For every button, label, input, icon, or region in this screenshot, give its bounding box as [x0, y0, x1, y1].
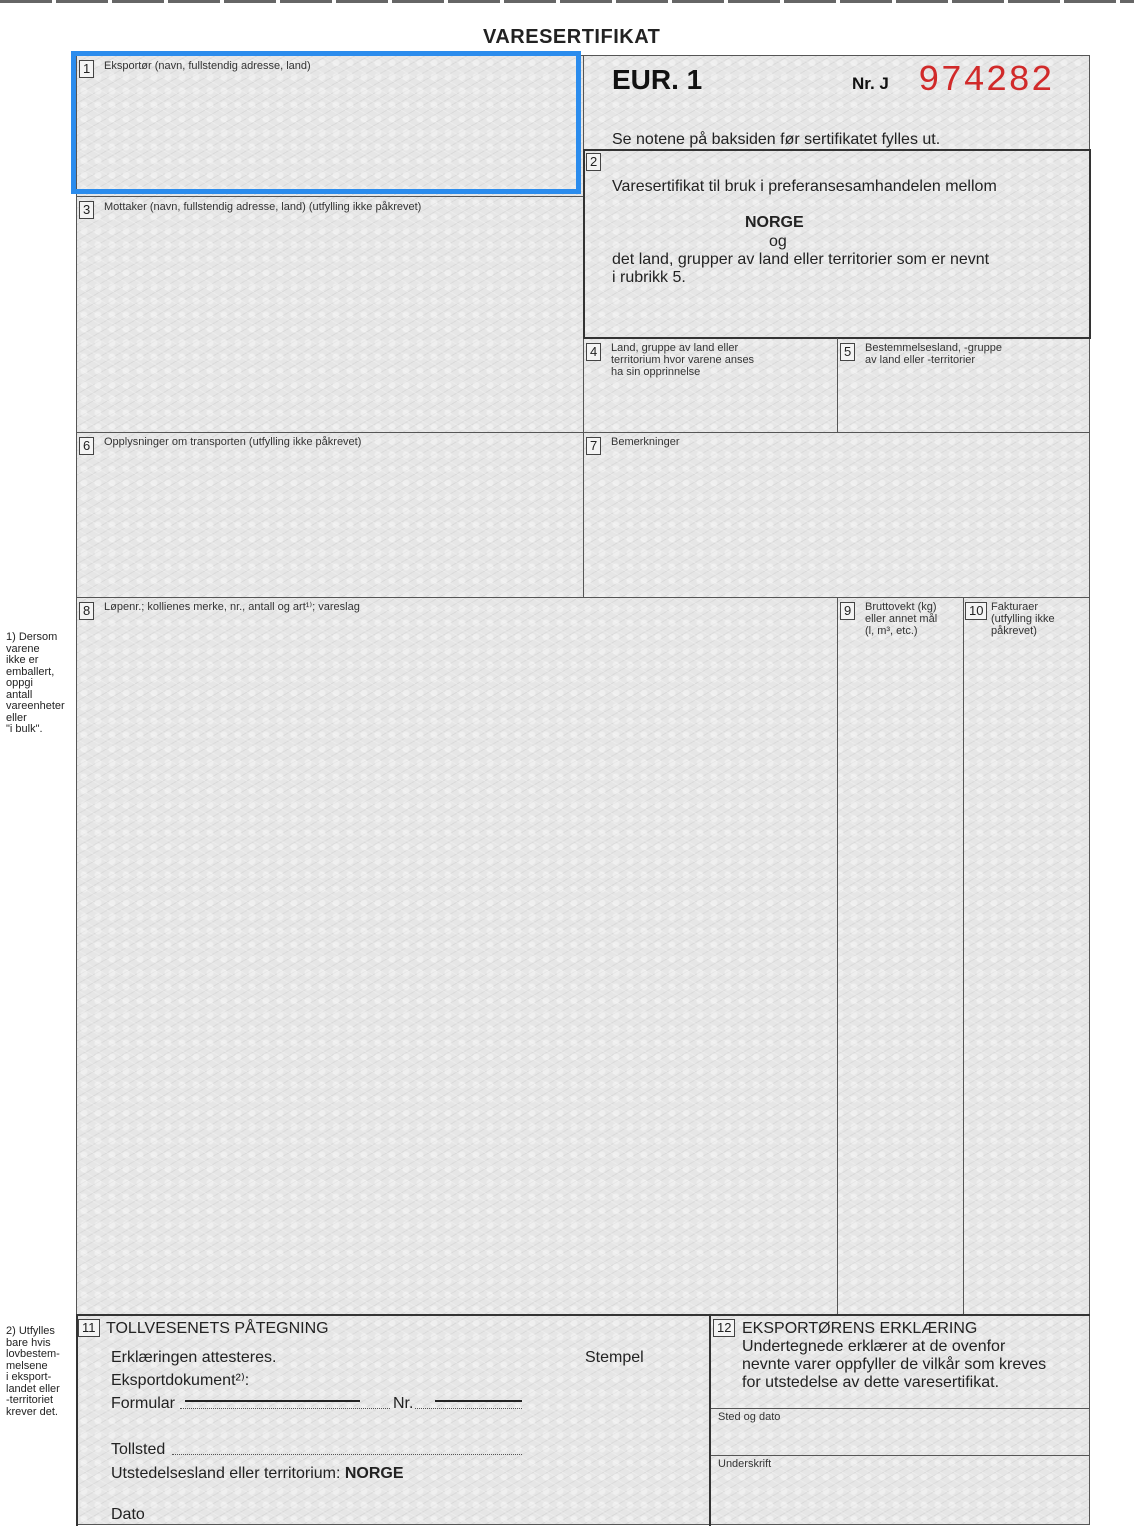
box11-dato-label: Dato — [111, 1506, 145, 1523]
serial-number: 974282 — [918, 60, 1054, 101]
box3-label: Mottaker (navn, fullstendig adresse, land) (utfylling ikke påkrevet) — [104, 201, 422, 213]
divider-box1-box3 — [76, 196, 583, 197]
note-back: Se notene på baksiden før sertifikatet fylles ut. — [612, 131, 941, 148]
box11-formular-label: Formular — [111, 1395, 176, 1412]
divider-row-6 — [76, 432, 1090, 433]
box8-label: Løpenr.; kollienes merke, nr., antall og art¹⁾; vareslag — [104, 601, 360, 613]
box2-right-border — [1089, 149, 1091, 339]
box2-line3: det land, grupper av land eller territorier som er nevnt — [612, 251, 990, 268]
box10-number: 10 — [965, 602, 987, 620]
divider-row-11 — [76, 1314, 1090, 1316]
box5-label-1: Bestemmelsesland, -gruppe — [865, 342, 1002, 354]
serial-label: Nr. J — [852, 74, 889, 93]
divider-sted-og-dato — [711, 1408, 1090, 1409]
footnote-1: 1) Dersom varene ikke er emballert, oppgi antall vareenheter eller "i bulk". — [6, 631, 65, 735]
box8-number: 8 — [79, 602, 94, 620]
box2-top-border — [583, 149, 1090, 151]
box6-label: Opplysninger om transporten (utfylling ikke påkrevet) — [104, 436, 362, 448]
box1-label: Eksportør (navn, fullstendig adresse, land) — [104, 60, 311, 72]
top-edge — [0, 0, 1134, 3]
box11-issuing-country: Utstedelsesland eller territorium: NORGE — [111, 1465, 404, 1482]
divider-box11-box12 — [709, 1314, 711, 1526]
box12-declaration-1: Undertegnede erklærer at de ovenfor — [742, 1338, 1006, 1355]
divider-box9 — [837, 597, 838, 1315]
form-title: VARESERTIFIKAT — [483, 26, 661, 48]
box12-declaration-2: nevnte varer oppfyller de vilkår som kreves — [742, 1356, 1047, 1373]
box6-number: 6 — [79, 437, 94, 455]
box4-number: 4 — [586, 343, 601, 361]
box11-tollsted-label: Tollsted — [111, 1441, 166, 1458]
box5-number: 5 — [840, 343, 855, 361]
box10-invoices-field[interactable] — [966, 642, 1086, 1310]
box6-transport-field[interactable] — [78, 456, 578, 593]
box4-label-2: territorium hvor varene anses — [611, 354, 755, 366]
box11-attest: Erklæringen attesteres. — [111, 1349, 277, 1366]
nr-field[interactable] — [415, 1388, 522, 1410]
box8-goods-field[interactable] — [78, 620, 833, 1310]
divider-box4-box5 — [837, 338, 838, 433]
box7-label: Bemerkninger — [611, 436, 680, 448]
box4-label-3: ha sin opprinnelse — [611, 366, 701, 378]
box11-number: 11 — [78, 1319, 100, 1337]
box2-line4: i rubrikk 5. — [612, 269, 686, 286]
box9-label-3: (l, m³, etc.) — [865, 625, 918, 637]
eur-title: EUR. 1 — [612, 64, 703, 95]
box11-left-border — [76, 1314, 78, 1526]
box12-title: EKSPORTØRENS ERKLÆRING — [742, 1320, 978, 1337]
formular-field[interactable] — [180, 1388, 385, 1410]
box5-label-2: av land eller -territorier — [865, 354, 976, 366]
box2-og: og — [769, 233, 787, 250]
box11-stempel: Stempel — [585, 1349, 644, 1366]
box10-label-3: påkrevet) — [991, 625, 1037, 637]
underskrift-field[interactable] — [713, 1472, 1087, 1522]
box2-number: 2 — [586, 153, 601, 171]
box10-label-1: Fakturaer — [991, 601, 1039, 613]
divider-box10 — [963, 597, 964, 1315]
box11-export-document: Eksportdokument²⁾: — [111, 1372, 250, 1389]
box10-label-2: (utfylling ikke — [991, 613, 1055, 625]
box2-country: NORGE — [745, 214, 804, 231]
box9-label-2: eller annet mål — [865, 613, 938, 625]
box2-line1: Varesertifikat til bruk i preferansesamhandelen mellom — [612, 178, 997, 195]
box7-number: 7 — [586, 437, 601, 455]
box4-origin-field[interactable] — [586, 382, 834, 428]
box12-declaration-3: for utstedelse av dette varesertifikat. — [742, 1374, 1000, 1391]
divider-underskrift — [711, 1455, 1090, 1456]
box11-title: TOLLVESENETS PÅTEGNING — [106, 1320, 329, 1337]
box3-consignee-field[interactable] — [78, 220, 578, 425]
underskrift-label: Underskrift — [718, 1458, 772, 1470]
box2-left-border — [583, 149, 585, 339]
box12-number: 12 — [713, 1319, 735, 1337]
box4-label-1: Land, gruppe av land eller — [611, 342, 739, 354]
divider-row-8 — [76, 597, 1090, 598]
sted-og-dato-label: Sted og dato — [718, 1411, 781, 1423]
box7-remarks-field[interactable] — [586, 456, 1086, 593]
selection-highlight — [71, 51, 581, 194]
box11-nr-label: Nr. — [393, 1395, 414, 1412]
box3-number: 3 — [79, 201, 94, 219]
tollsted-field[interactable] — [172, 1436, 522, 1456]
sted-og-dato-field[interactable] — [713, 1424, 1087, 1452]
box5-destination-field[interactable] — [840, 372, 1086, 428]
box9-weight-field[interactable] — [840, 642, 960, 1310]
footnote-2: 2) Utfylles bare hvis lovbestem- melsene i eksport- landet eller -territoriet krever det. — [6, 1325, 60, 1418]
box1-number: 1 — [79, 60, 94, 78]
box9-number: 9 — [840, 602, 855, 620]
box9-label-1: Bruttovekt (kg) — [865, 601, 937, 613]
